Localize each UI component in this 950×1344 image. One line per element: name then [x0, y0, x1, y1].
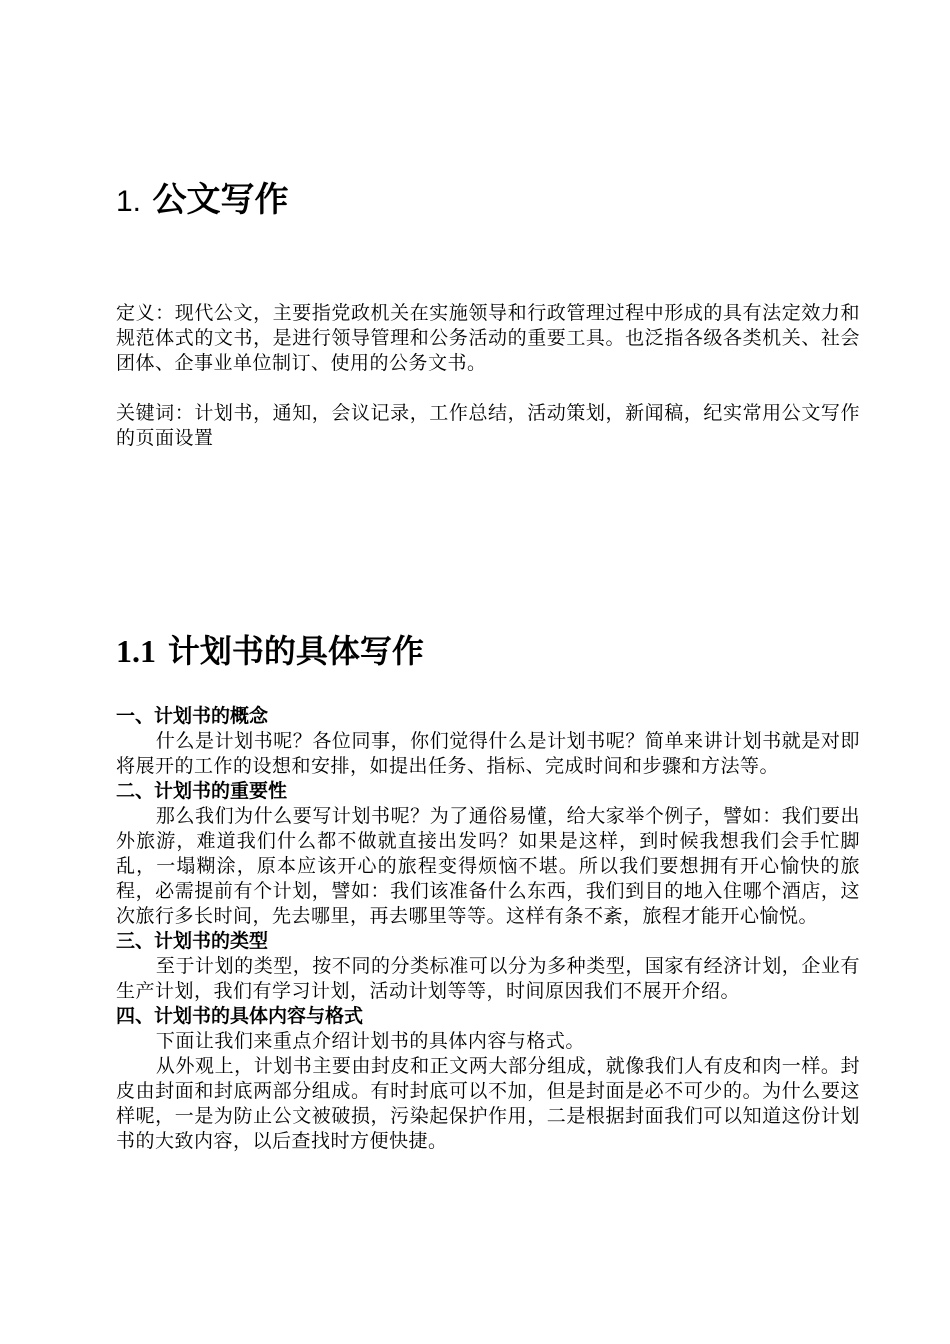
section-paragraph: 至于计划的类型，按不同的分类标准可以分为多种类型，国家有经济计划，企业有生产计划，我们有学习计划，活动计划等等，时间原因我们不展开介绍。 [116, 955, 860, 1002]
heading-1 [116, 176, 860, 226]
section-title-importance: 二、计划书的重要性 [116, 780, 288, 802]
heading-2-number: 1.1 [116, 633, 156, 669]
section-title-concept: 一、计划书的概念 [116, 705, 269, 727]
plan-sections [116, 704, 860, 1154]
section-paragraph: 什么是计划书呢？各位同事，你们觉得什么是计划书呢？简单来讲计划书就是对即将展开的工作的设想和安排，如提出任务、指标、完成时间和步骤和方法等。 [116, 730, 860, 777]
heading-2 [116, 626, 860, 676]
keywords-paragraph: 关键词：计划书，通知，会议记录，工作总结，活动策划，新闻稿，纪实常用公文写作的页面设置 [116, 402, 860, 449]
section-paragraph: 那么我们为什么要写计划书呢？为了通俗易懂，给大家举个例子，譬如：我们要出外旅游，难道我们什么都不做就直接出发吗？如果是这样，到时候我想我们会手忙脚乱，一塌糊涂，原本应该开心的旅程变得烦恼不堪。所以我们要想拥有开心愉快的旅程，必需提前有个计划，譬如：我们该准备什么东西，我们到目的地入住哪个酒店，这次旅行多长时间，先去哪里，再去哪里等等。这样有条不紊，旅程才能开心愉悦。 [116, 805, 860, 927]
heading-1-number: 1. [116, 185, 142, 218]
heading-2-title: 计划书的具体写作 [167, 632, 424, 670]
section-paragraph: 从外观上，计划书主要由封皮和正文两大部分组成，就像我们人有皮和肉一样。封皮由封面和封底两部分组成。有时封底可以不加，但是封面是必不可少的。为什么要这样呢，一是为防止公文被破损，污染起保护作用，二是根据封面我们可以知道这份计划书的大致内容，以后查找时方便快捷。 [116, 1055, 860, 1152]
definition-paragraph: 定义：现代公文，主要指党政机关在实施领导和行政管理过程中形成的具有法定效力和规范体式的文书，是进行领导管理和公务活动的重要工具。也泛指各级各类机关、社会团体、企事业单位制订、使用的公务文书。 [116, 302, 860, 374]
heading-1-title: 公文写作 [152, 180, 289, 220]
section-title-types: 三、计划书的类型 [116, 930, 269, 952]
section-title-content-format: 四、计划书的具体内容与格式 [116, 1005, 364, 1027]
section-paragraph: 下面让我们来重点介绍计划书的具体内容与格式。 [155, 1030, 585, 1052]
